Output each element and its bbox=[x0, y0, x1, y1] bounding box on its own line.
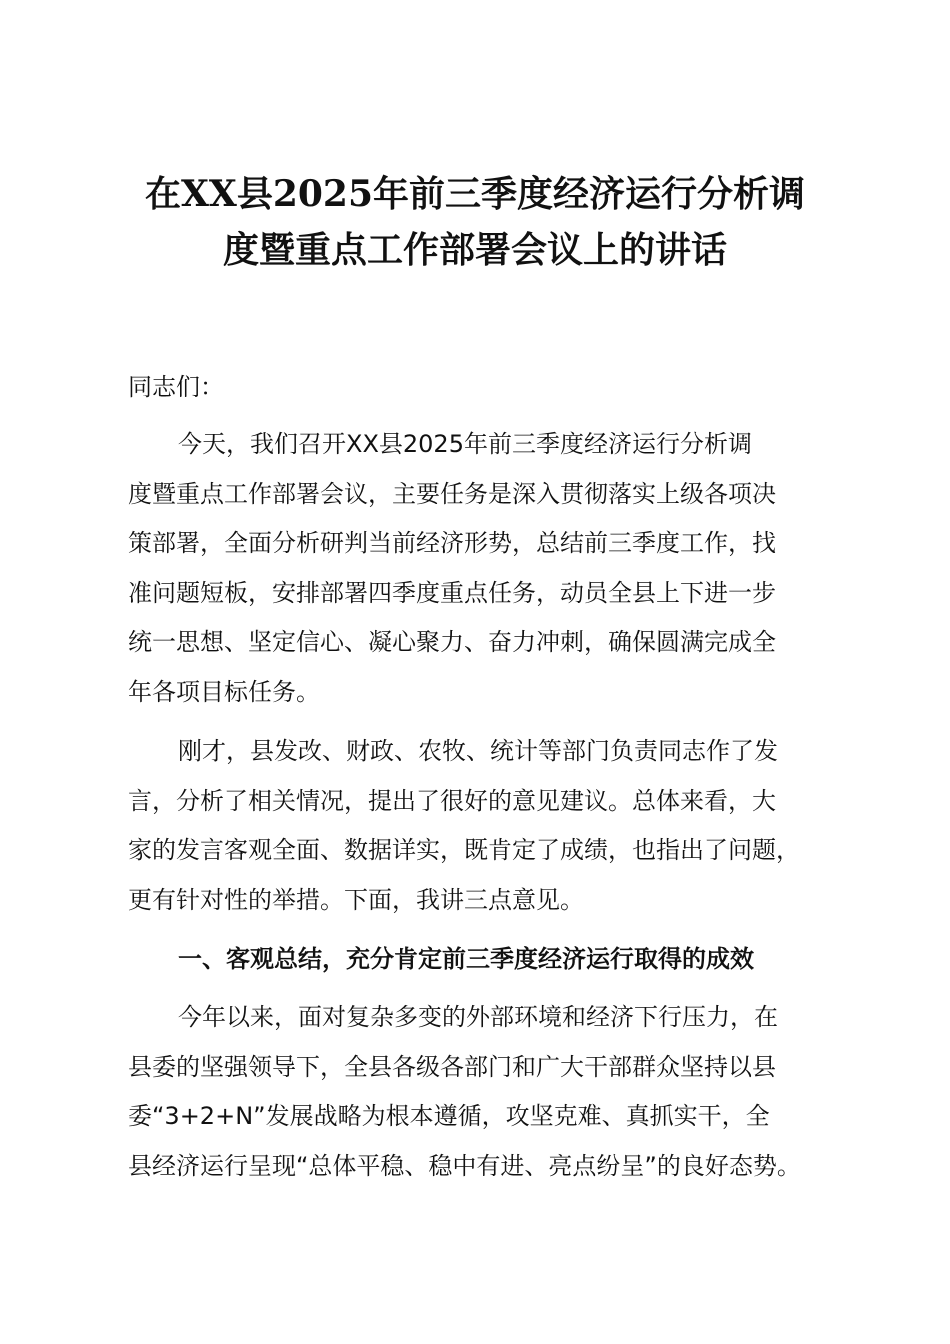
section-heading-text: 一、客观总结，充分肯定前三季度经济运行取得的成效 bbox=[178, 945, 754, 973]
paragraph-achievements bbox=[128, 993, 828, 1191]
paragraph-line: 准问题短板，安排部署四季度重点任务，动员全县上下进一步 bbox=[128, 578, 776, 607]
paragraph-line: 年各项目标任务。 bbox=[128, 677, 320, 706]
paragraph-line: 统一思想、坚定信心、凝心聚力、奋力冲刺，确保圆满完成全 bbox=[128, 628, 776, 656]
paragraph-line: 委“3+2+N”发展战略为根本遵循，攻坚克难、真抓实干，全 bbox=[128, 1102, 770, 1130]
title-line: 度暨重点工作部署会议上的讲话 bbox=[222, 229, 727, 271]
paragraph-line: 刚才，县发改、财政、农牧、统计等部门负责同志作了发 bbox=[178, 737, 778, 765]
paragraph-line: 更有针对性的举措。下面，我讲三点意见。 bbox=[128, 885, 584, 914]
paragraph-line: 县经济运行呈现“总体平稳、稳中有进、亮点纷呈”的良好态势。 bbox=[128, 1151, 801, 1180]
document-title bbox=[100, 166, 850, 278]
salutation-text: 同志们： bbox=[128, 373, 224, 401]
paragraph-opening bbox=[128, 420, 828, 717]
title-line: 在XX县2025年前三季度经济运行分析调 bbox=[144, 173, 806, 215]
paragraph-line: 策部署，全面分析研判当前经济形势，总结前三季度工作，找 bbox=[128, 529, 776, 557]
paragraph-speeches bbox=[128, 727, 828, 925]
paragraph-line: 县委的坚强领导下，全县各级各部门和广大干部群众坚持以县 bbox=[128, 1052, 776, 1081]
section-heading-1 bbox=[128, 935, 828, 985]
salutation bbox=[128, 363, 828, 413]
paragraph-line: 家的发言客观全面、数据详实，既肯定了成绩，也指出了问题， bbox=[128, 836, 800, 864]
paragraph-line: 言，分析了相关情况，提出了很好的意见建议。总体来看，大 bbox=[128, 786, 776, 815]
paragraph-line: 今天，我们召开XX县2025年前三季度经济运行分析调 bbox=[178, 430, 752, 458]
paragraph-line: 今年以来，面对复杂多变的外部环境和经济下行压力，在 bbox=[178, 1003, 778, 1031]
paragraph-line: 度暨重点工作部署会议，主要任务是深入贯彻落实上级各项决 bbox=[128, 479, 776, 508]
